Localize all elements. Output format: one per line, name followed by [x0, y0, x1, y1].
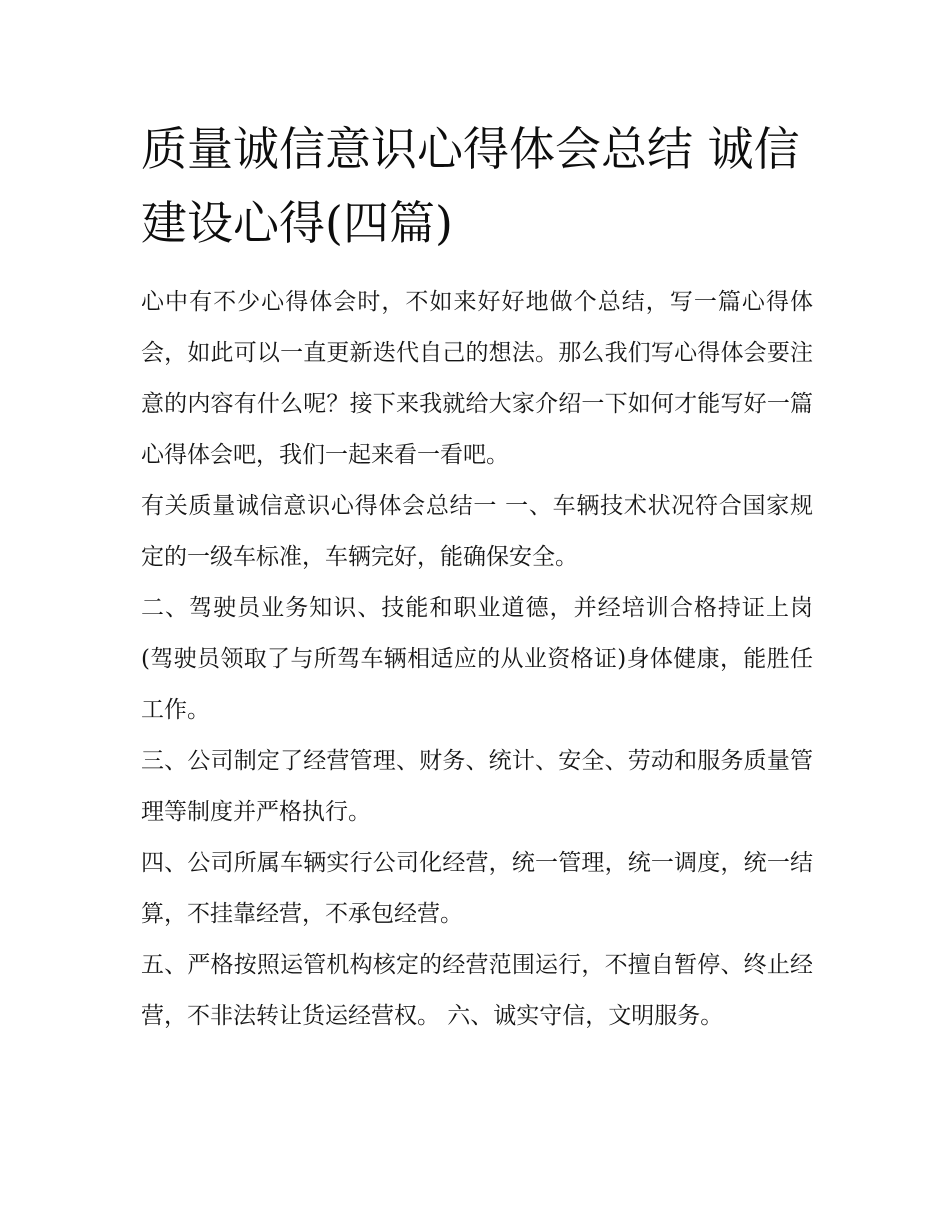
paragraph-section-3: 三、公司制定了经营管理、财务、统计、安全、劳动和服务质量管理等制度并严格执行。 — [141, 748, 813, 825]
document-body — [141, 277, 813, 1042]
paragraph-section-4: 四、公司所属车辆实行公司化经营，统一管理，统一调度，统一结算，不挂靠经营，不承包经营。 — [141, 850, 813, 927]
paragraph-section-1: 有关质量诚信意识心得体会总结一 一、车辆技术状况符合国家规定的一级车标准，车辆完好，能确保安全。 — [141, 493, 813, 570]
paragraph-section-2: 二、驾驶员业务知识、技能和职业道德，并经培训合格持证上岗(驾驶员领取了与所驾车辆相适应的从业资格证)身体健康，能胜任工作。 — [141, 595, 813, 723]
paragraph-section-5: 五、严格按照运管机构核定的经营范围运行，不擅自暂停、终止经营，不非法转让货运经营权。 六、诚实守信，文明服务。 — [141, 952, 813, 1029]
document-content — [141, 112, 813, 1042]
document-title: 质量诚信意识心得体会总结 诚信建设心得(四篇) — [141, 122, 800, 250]
paragraph-intro: 心中有不少心得体会时，不如来好好地做个总结，写一篇心得体会，如此可以一直更新迭代自己的想法。那么我们写心得体会要注意的内容有什么呢？接下来我就给大家介绍一下如何才能写好一篇心得体会吧，我们一起来看一看吧。 — [141, 289, 813, 468]
